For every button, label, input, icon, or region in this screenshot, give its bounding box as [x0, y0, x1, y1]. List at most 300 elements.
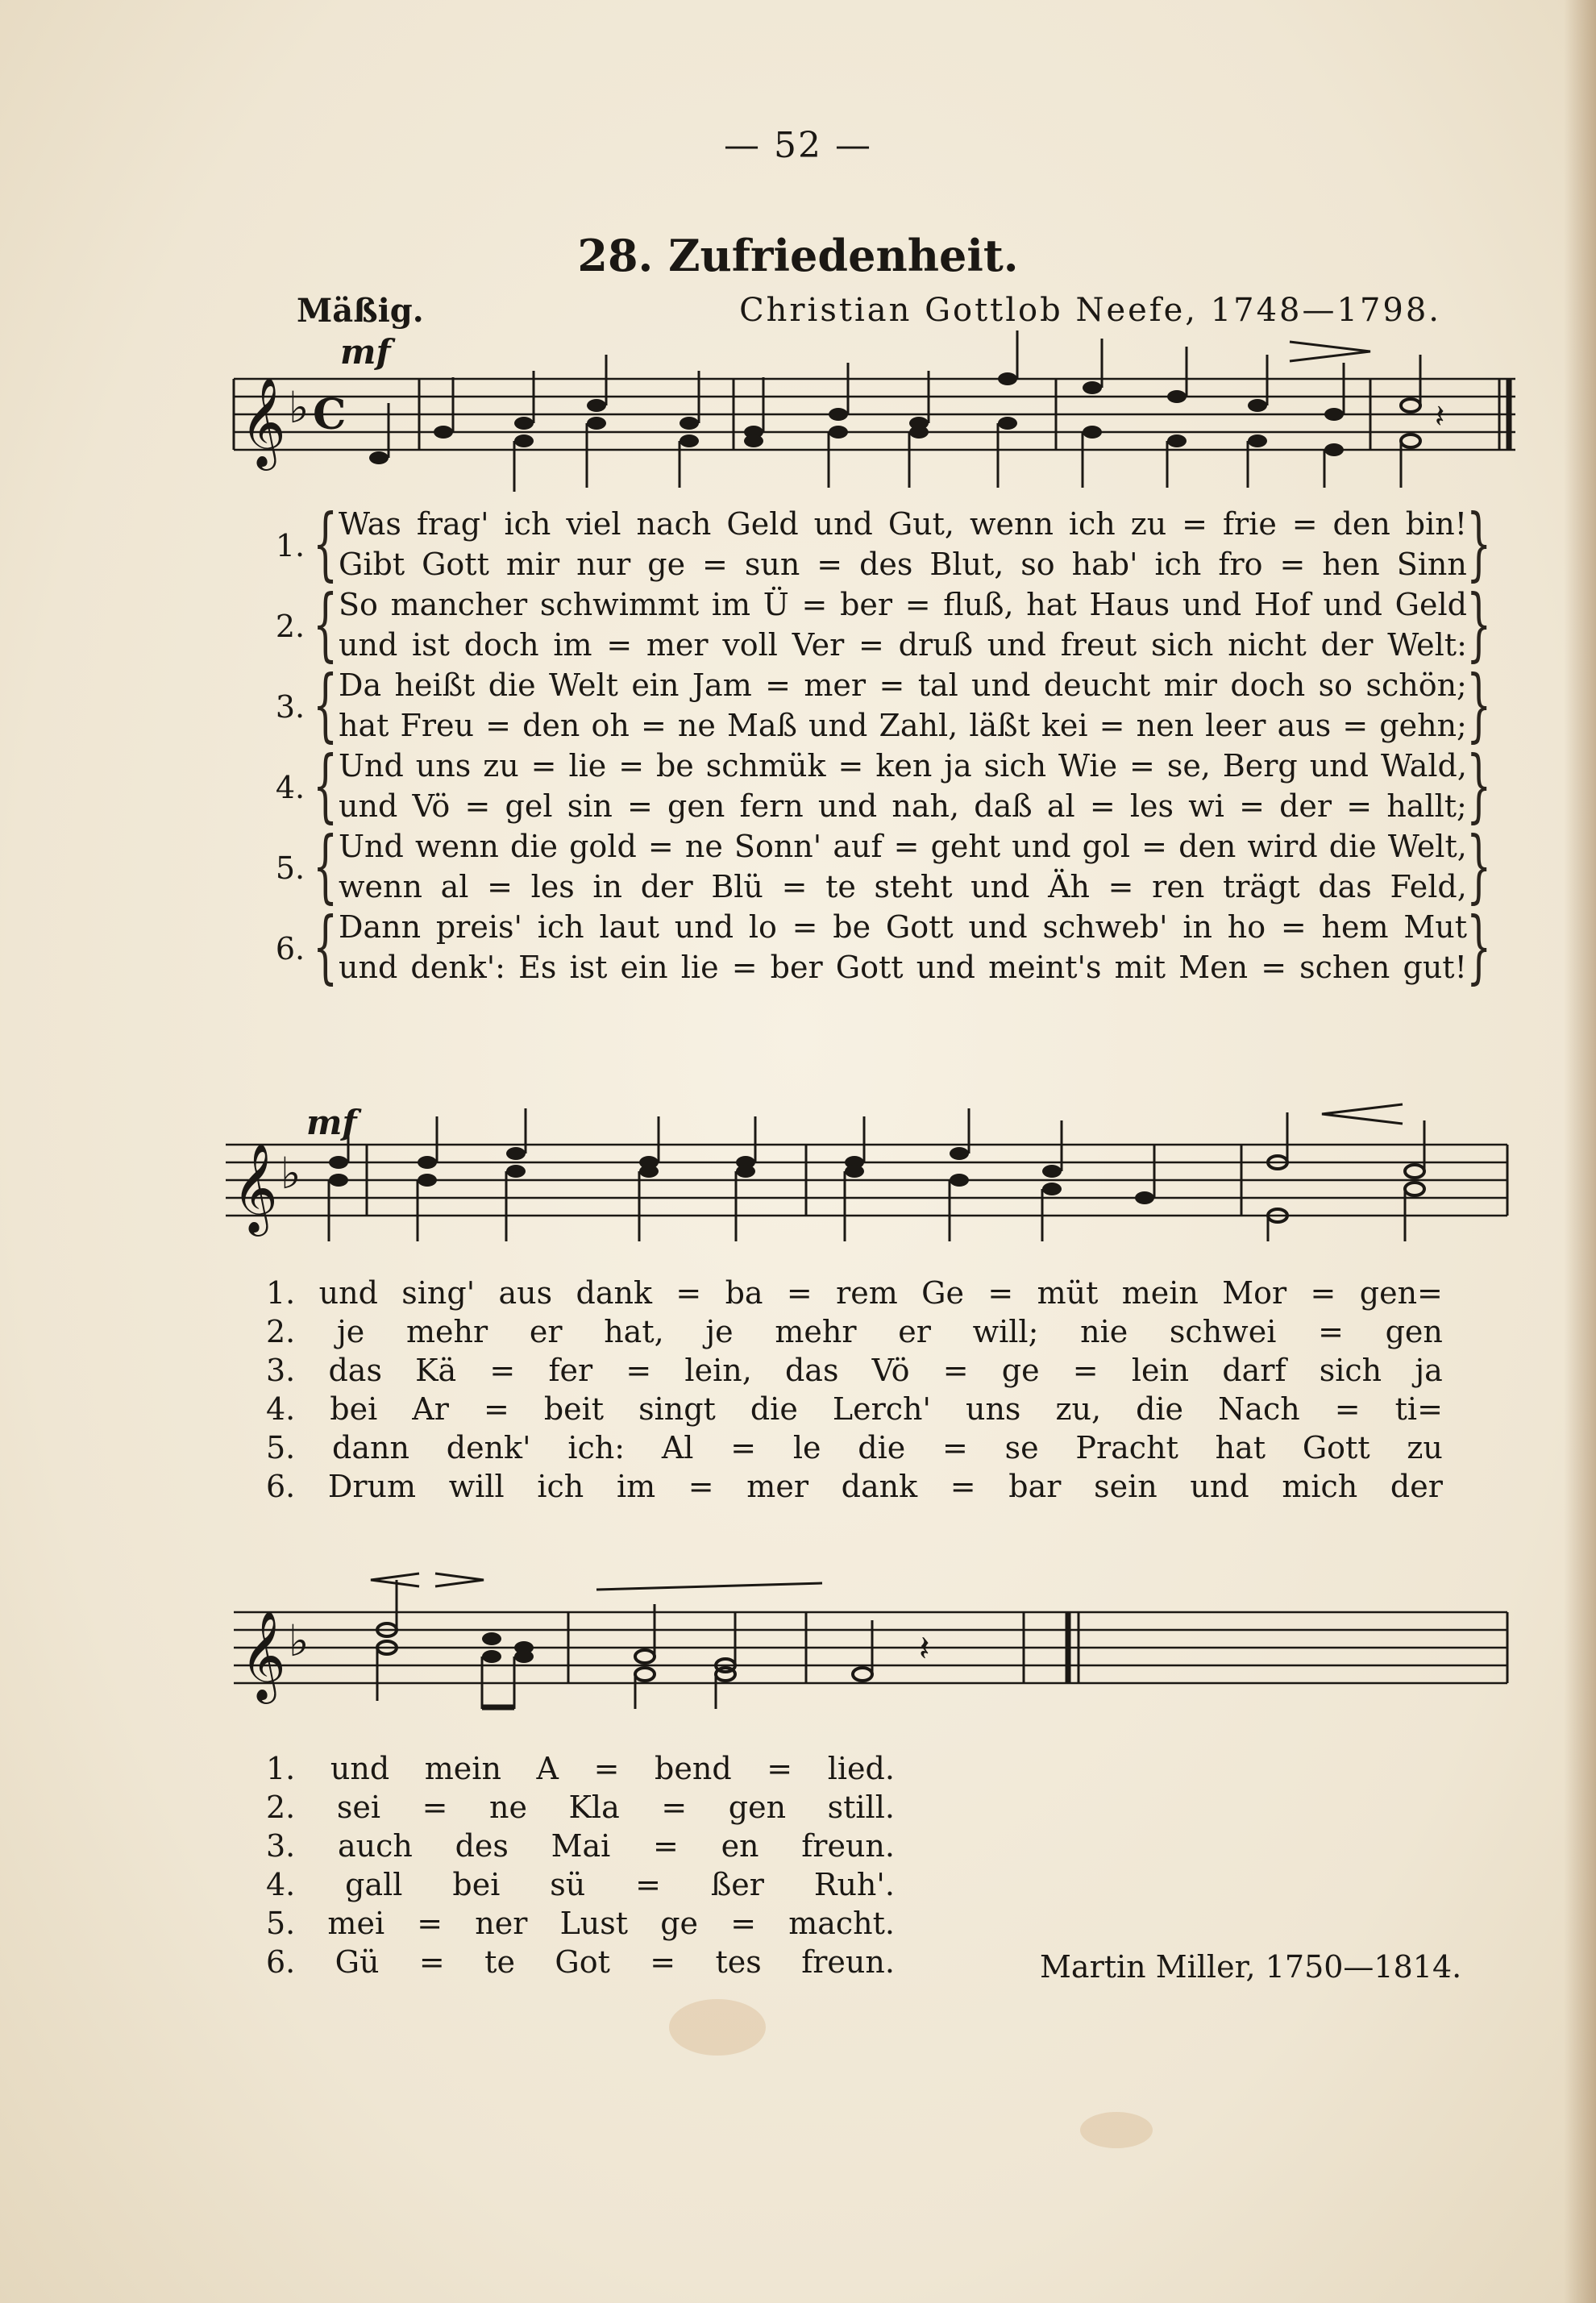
lyric-syllable: = [1346, 788, 1373, 824]
lyric-syllable: aus [1277, 708, 1332, 743]
lyric-syllable: = [1279, 547, 1306, 582]
lyric-syllable: Äh [1048, 869, 1091, 904]
lyric-syllable: die [488, 667, 536, 703]
lyric-syllable: und [987, 627, 1046, 663]
right-brace: } [1465, 498, 1491, 590]
lyric-syllable: der [1390, 1469, 1443, 1504]
lyric-syllable: bei [330, 1391, 378, 1427]
lyric-syllable: bei [452, 1867, 501, 1902]
lyric-syllable: = [987, 1275, 1014, 1311]
lyric-syllable: und [674, 909, 734, 945]
lyric-line [266, 1390, 1443, 1428]
decrescendo-hairpin [1290, 342, 1370, 361]
lyric-syllable: geht [930, 829, 1001, 864]
page-edge-shadow [1564, 0, 1596, 2303]
verse-pair [266, 740, 1491, 832]
lyric-syllable: = [618, 748, 645, 784]
lyric-syllable: ja [1415, 1353, 1443, 1388]
lyric-syllable: = [626, 1353, 652, 1388]
lyric-syllable: = [1141, 829, 1167, 864]
lyric-syllable: voll [722, 627, 778, 663]
verse-number: 1. [266, 1751, 296, 1786]
lyric-syllable: sun [744, 547, 800, 582]
lyric-syllable: Hof [1253, 587, 1311, 622]
verse-line [339, 584, 1467, 625]
lyric-syllable: lein [1131, 1353, 1190, 1388]
verse-line [339, 504, 1467, 544]
lyric-syllable: mei [327, 1906, 385, 1941]
lyric-syllable: steht [874, 869, 953, 904]
lyric-syllable: Welt [549, 667, 618, 703]
treble-clef-icon: 𝄞 [240, 1610, 286, 1700]
lyric-syllable: ne [677, 708, 716, 743]
lyric-syllable: darf [1222, 1353, 1286, 1388]
lyric-syllable: ber [770, 950, 823, 985]
lyric-syllable: Sonn' [734, 829, 822, 864]
lyric-syllable: dank [841, 1469, 918, 1504]
lyric-syllable: Feld, [1390, 869, 1467, 904]
lyric-syllable: ich [537, 909, 584, 945]
lyric-syllable: zu [1130, 506, 1167, 542]
lyric-syllable: Gott [1302, 1430, 1370, 1465]
dynamic-marking: mf [306, 1103, 357, 1142]
verse-pair [266, 659, 1491, 751]
lyric-syllable: Gott [885, 909, 954, 945]
lyric-syllable: lie [568, 748, 607, 784]
lyric-syllable: des [859, 547, 913, 582]
lyric-syllable: lo [748, 909, 777, 945]
lyric-syllable: den [1178, 829, 1236, 864]
left-brace: { [313, 659, 339, 751]
lyric-syllable: Lust [559, 1906, 629, 1941]
lyric-syllable: = [1334, 1391, 1361, 1427]
verses-part-2 [266, 1274, 1491, 1515]
flat-icon: ♭ [281, 1148, 301, 1199]
lyric-syllable: auch [337, 1828, 413, 1864]
verse-number: 5. [266, 1906, 296, 1941]
lyric-syllable: und [970, 869, 1030, 904]
lyric-syllable: und [1309, 748, 1369, 784]
lyric-syllable: lein, [684, 1353, 752, 1388]
lyric-syllable: bend [655, 1751, 732, 1786]
lyricist-credit: Martin Miller, 1750—1814. [1040, 1949, 1462, 1985]
left-brace: { [313, 740, 339, 832]
lyric-syllable: ist [412, 627, 450, 663]
lyric-syllable: müt [1037, 1275, 1099, 1311]
lyric-line [266, 1788, 895, 1827]
lyric-syllable: und [1190, 1469, 1249, 1504]
lyric-syllable: doch [463, 627, 539, 663]
lyric-syllable: wenn [969, 506, 1054, 542]
lyric-line [266, 1904, 895, 1943]
lyric-syllable: Gibt [339, 547, 405, 582]
lyric-syllable: auf [833, 829, 883, 864]
lyric-syllable: mir [1163, 667, 1217, 703]
lyric-syllable: = [1089, 788, 1116, 824]
lyric-syllable: Da [339, 667, 382, 703]
lyric-syllable: Blut, [929, 547, 1004, 582]
lyric-syllable: schmük [705, 748, 826, 784]
verse-number: 4. [266, 1867, 296, 1902]
lyric-syllable: hab' [1071, 547, 1138, 582]
lyric-syllable: schön; [1365, 667, 1467, 703]
lyric-syllable: freut [1060, 627, 1137, 663]
lyric-syllable: dann [332, 1430, 409, 1465]
lyric-syllable: = [653, 1828, 679, 1864]
lyric-syllable: Pracht [1075, 1430, 1178, 1465]
lyric-syllable: mit [1114, 950, 1166, 985]
lyric-syllable: sei [336, 1790, 380, 1825]
verse-number: 2. [275, 609, 305, 644]
lyric-syllable: macht. [788, 1906, 895, 1941]
lyric-line [266, 1943, 895, 1981]
lyric-syllable: Mut [1403, 909, 1467, 945]
lyric-syllable: = [730, 1430, 757, 1465]
lyric-syllable: = [640, 708, 667, 743]
lyric-syllable: = [489, 1353, 516, 1388]
lyric-syllable: und [318, 1275, 378, 1311]
lyric-syllable: = [1318, 1314, 1344, 1349]
lyric-syllable: Nach [1218, 1391, 1300, 1427]
lyric-syllable: gel [505, 788, 553, 824]
lyric-syllable: sich [983, 748, 1047, 784]
lyric-syllable: denk': [410, 950, 505, 985]
lyric-syllable: = [1129, 748, 1155, 784]
lyric-syllable: = [781, 869, 808, 904]
lyric-syllable: so [1318, 667, 1353, 703]
verse-number: 2. [266, 1790, 296, 1825]
lyric-syllable: al [1046, 788, 1075, 824]
lyric-syllable: = [675, 1275, 702, 1311]
lyric-syllable: und [1182, 587, 1242, 622]
lyric-syllable: Welt, [1387, 829, 1467, 864]
lyric-syllable: die [510, 829, 558, 864]
lyric-syllable: den [522, 708, 580, 743]
lyric-syllable: = [1108, 869, 1134, 904]
lyric-syllable: Wie [1058, 748, 1118, 784]
lyric-syllable: mer [746, 1469, 808, 1504]
lyric-syllable: hat [1026, 587, 1077, 622]
lyric-syllable: ne [684, 829, 723, 864]
lyric-syllable: das [1318, 869, 1372, 904]
left-brace: { [313, 498, 339, 590]
lyric-syllable: Ruh'. [813, 1867, 895, 1902]
lyric-line [266, 1827, 895, 1865]
lyric-syllable: = [688, 1469, 714, 1504]
lyric-syllable: = [1291, 506, 1318, 542]
lyric-syllable: mir [505, 547, 560, 582]
lyric-syllable: Ü [763, 587, 789, 622]
lyric-syllable: Vö [412, 788, 451, 824]
lyric-syllable: die [1328, 829, 1377, 864]
lyric-syllable: tes [715, 1944, 762, 1980]
lyric-syllable: nie [1080, 1314, 1128, 1349]
lyric-syllable: ge [1001, 1353, 1040, 1388]
lyric-syllable: preis' [435, 909, 522, 945]
lyric-syllable: dank [576, 1275, 653, 1311]
lyric-syllable: = [593, 1751, 620, 1786]
lyric-syllable: be [833, 909, 871, 945]
lyric-syllable: se, [1166, 748, 1211, 784]
lyric-syllable: = [464, 788, 491, 824]
left-brace: { [313, 579, 339, 671]
lyric-syllable: rem [836, 1275, 898, 1311]
lyric-syllable: = [1182, 506, 1207, 542]
lyric-syllable: mich [1282, 1469, 1358, 1504]
lyric-syllable: gen= [1359, 1275, 1443, 1311]
lyric-syllable: mehr [405, 1314, 488, 1349]
lyric-syllable: und [813, 506, 873, 542]
lyric-syllable: kei [1041, 708, 1088, 743]
lyric-line [266, 1274, 1443, 1312]
song-title: 28. Zufriedenheit. [577, 230, 1019, 281]
right-brace: } [1465, 901, 1491, 993]
lyric-syllable: fern [739, 788, 804, 824]
verse-pair [266, 498, 1491, 590]
lyric-syllable: = [904, 587, 931, 622]
verse-line [339, 947, 1467, 987]
svg-text:𝄽: 𝄽 [1435, 398, 1445, 435]
lyric-line [266, 1351, 1443, 1390]
verse-number: 4. [275, 770, 305, 805]
lyric-syllable: = [837, 748, 864, 784]
lyric-syllable: will [448, 1469, 505, 1504]
lyric-syllable: sü [550, 1867, 586, 1902]
lyric-syllable: schweb' [1042, 909, 1168, 945]
lyric-syllable: Got [555, 1944, 610, 1980]
lyric-syllable: zu [483, 748, 519, 784]
lyric-line [266, 1312, 1443, 1351]
lyric-syllable: ge [660, 1906, 699, 1941]
lyric-syllable: das [784, 1353, 839, 1388]
lyric-syllable: = [767, 1751, 793, 1786]
lyric-syllable: sin [567, 788, 613, 824]
lyric-syllable: gol [1082, 829, 1131, 864]
lyric-syllable: die [750, 1391, 798, 1427]
lyric-syllable: Und [339, 748, 404, 784]
lyric-syllable: = [627, 788, 653, 824]
lyric-syllable: Geld [1394, 587, 1467, 622]
lyric-syllable: Lerch' [832, 1391, 931, 1427]
verse-number: 3. [266, 1828, 296, 1864]
lyric-syllable: = [530, 748, 557, 784]
lyric-syllable: ba [725, 1275, 763, 1311]
verse-number: 1. [275, 528, 305, 563]
paper-stain [669, 1999, 766, 2056]
verse-line [339, 625, 1467, 665]
lyric-syllable: und [808, 708, 868, 743]
lyric-syllable: = [801, 587, 828, 622]
lyric-syllable: und [339, 950, 398, 985]
lyric-syllable: zu, [1055, 1391, 1102, 1427]
lyric-syllable: die [1136, 1391, 1184, 1427]
lyric-syllable: hat [1215, 1430, 1266, 1465]
treble-clef-icon: 𝄞 [232, 1142, 278, 1233]
lyric-syllable: Kla [568, 1790, 620, 1825]
lyric-syllable: läßt [969, 708, 1030, 743]
lyric-syllable: Gott [835, 950, 904, 985]
lyric-syllable: und [971, 667, 1031, 703]
lyric-syllable: oh [591, 708, 630, 743]
lyric-syllable: bar [1008, 1469, 1062, 1504]
lyric-syllable: Mai [551, 1828, 611, 1864]
lyric-syllable: trägt [1222, 869, 1300, 904]
lyric-syllable: Gut, [887, 506, 955, 542]
lyric-syllable: = [661, 1790, 688, 1825]
lyric-syllable: les [530, 869, 575, 904]
lyric-syllable: ja [944, 748, 972, 784]
lyric-syllable: gall [345, 1867, 403, 1902]
verse-number: 4. [266, 1391, 296, 1427]
treble-clef-icon: 𝄞 [240, 376, 286, 467]
lyric-syllable: Welt: [1387, 627, 1467, 663]
lyric-syllable: gut! [1403, 950, 1467, 985]
verse-pair [266, 579, 1491, 671]
lyric-syllable: wenn [339, 869, 422, 904]
verse-number: 5. [275, 850, 305, 886]
lyric-syllable: uns [965, 1391, 1021, 1427]
lyric-syllable: der [1279, 788, 1332, 824]
lyric-syllable: mein [424, 1751, 501, 1786]
right-brace: } [1465, 821, 1491, 912]
lyric-syllable: und [916, 950, 975, 985]
lyric-syllable: Men [1178, 950, 1249, 985]
verse-line [339, 907, 1467, 947]
lyric-syllable: be [655, 748, 694, 784]
lyric-syllable: = [1310, 1275, 1336, 1311]
verses-part-3 [266, 1749, 1072, 1991]
lyric-syllable: heißt [394, 667, 476, 703]
lyric-line [266, 1428, 1443, 1467]
lyric-syllable: und [339, 627, 398, 663]
lyric-syllable: gehn; [1379, 708, 1467, 743]
lyric-syllable: So [339, 587, 378, 622]
lyric-syllable: im [711, 587, 751, 622]
lyric-syllable: hen [1322, 547, 1380, 582]
lyric-line [266, 1467, 1443, 1506]
lyric-syllable: mer [646, 627, 709, 663]
verse-number: 6. [275, 931, 305, 967]
lyric-syllable: freun. [801, 1828, 895, 1864]
composer-credit: Christian Gottlob Neefe, 1748—1798. [739, 292, 1441, 329]
lyric-syllable: uns [415, 748, 472, 784]
lyric-syllable: ner [475, 1906, 528, 1941]
page-number: — 52 — [724, 125, 872, 166]
lyric-syllable: = [765, 667, 791, 703]
lyric-syllable: und [1012, 829, 1071, 864]
lyric-syllable: Es [518, 950, 557, 985]
lyric-syllable: = [650, 1944, 676, 1980]
lyric-syllable: der [1320, 627, 1374, 663]
lyric-syllable: Al [661, 1430, 694, 1465]
flat-icon: ♭ [289, 382, 310, 433]
lyric-syllable: gen [728, 1790, 787, 1825]
lyric-syllable: = [702, 547, 728, 582]
lyric-syllable: Freu [400, 708, 475, 743]
lyric-syllable: = [487, 869, 513, 904]
lyric-syllable: te [484, 1944, 515, 1980]
right-brace: } [1465, 740, 1491, 832]
lyric-syllable: fer [548, 1353, 593, 1388]
lyric-syllable: A [536, 1751, 559, 1786]
lyric-syllable: Jam [692, 667, 752, 703]
lyric-syllable: schwimmt [539, 587, 700, 622]
flat-icon: ♭ [289, 1615, 310, 1666]
lyric-syllable: ein [631, 667, 680, 703]
lyric-syllable: Wald, [1380, 748, 1467, 784]
lyric-syllable: fluß, [943, 587, 1014, 622]
lyric-syllable: = [422, 1790, 448, 1825]
lyric-syllable: sich [1319, 1353, 1382, 1388]
lyric-syllable: nah, [892, 788, 960, 824]
verse-line [339, 867, 1467, 907]
lyric-syllable: Vö [871, 1353, 910, 1388]
lyric-syllable: nicht [1228, 627, 1307, 663]
lyric-syllable: = [950, 1469, 976, 1504]
right-brace: } [1465, 579, 1491, 671]
verse-line [339, 826, 1467, 867]
lyric-syllable: wird [1247, 829, 1318, 864]
dynamic-marking: mf [340, 332, 391, 372]
verses-part-1 [266, 498, 1491, 993]
lyric-syllable: in [1182, 909, 1212, 945]
lyric-syllable: Kä [415, 1353, 457, 1388]
lyric-syllable: mancher [390, 587, 528, 622]
lyric-syllable: denk' [446, 1430, 531, 1465]
verse-number: 6. [266, 1469, 296, 1504]
lyric-syllable: = [418, 1944, 445, 1980]
lyric-syllable: = [858, 627, 884, 663]
lyric-syllable: zu [1407, 1430, 1443, 1465]
verse-number: 3. [275, 689, 305, 725]
lyric-syllable: doch [1230, 667, 1306, 703]
lyric-syllable: wi [1188, 788, 1224, 824]
lyric-syllable: = [485, 708, 511, 743]
verse-line [339, 746, 1467, 786]
lyric-syllable: ein [620, 950, 668, 985]
lyric-syllable: hallt; [1386, 788, 1467, 824]
verse-line [339, 705, 1467, 746]
lyric-syllable: = [1239, 788, 1265, 824]
lyric-syllable: Drum [327, 1469, 417, 1504]
lyric-syllable: = [483, 1391, 509, 1427]
lyric-syllable: fro [1218, 547, 1263, 582]
lyric-syllable: = [606, 627, 633, 663]
lyric-syllable: nur [576, 547, 631, 582]
lyric-syllable: im [616, 1469, 656, 1504]
lyric-syllable: deucht [1043, 667, 1151, 703]
verse-pair [266, 901, 1491, 993]
lyric-syllable: = [731, 950, 758, 985]
lyric-syllable: te [825, 869, 856, 904]
lyric-syllable: = [879, 667, 905, 703]
lyric-syllable: ge [647, 547, 686, 582]
lyric-syllable: Ver [792, 627, 845, 663]
lyric-syllable: Ge [921, 1275, 965, 1311]
verse-line [339, 665, 1467, 705]
staff-lines [234, 379, 1515, 450]
lyric-syllable: Geld [726, 506, 799, 542]
lyric-syllable: Mor [1222, 1275, 1287, 1311]
verse-number: 6. [266, 1944, 296, 1980]
verse-line [339, 544, 1467, 584]
lyric-syllable: gen [1385, 1314, 1443, 1349]
lyric-syllable: ich [1154, 547, 1202, 582]
lyric-syllable: und [330, 1751, 390, 1786]
lyric-syllable: = [1342, 708, 1369, 743]
lyric-syllable: frag' [416, 506, 489, 542]
verse-line [339, 786, 1467, 826]
